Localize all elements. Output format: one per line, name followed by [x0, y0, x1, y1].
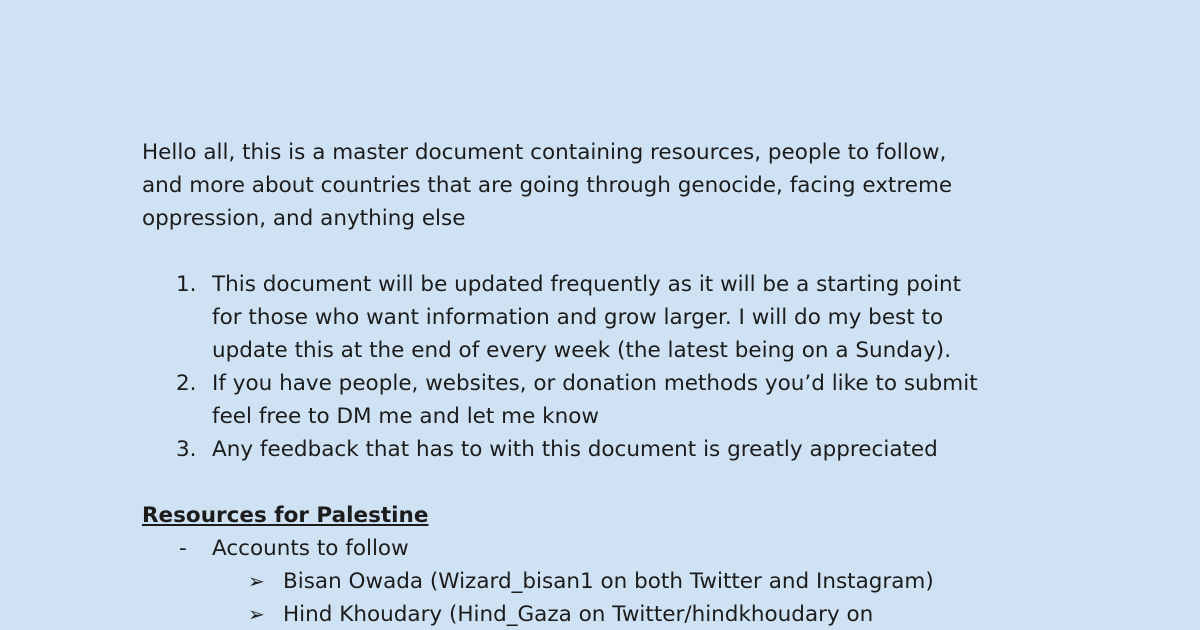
- section-heading: Resources for Palestine: [142, 503, 429, 528]
- list-item: [142, 433, 1062, 466]
- list-item-line: If you have people, websites, or donation methods you’d like to submit: [212, 371, 978, 396]
- paragraph-spacer: [142, 466, 1062, 499]
- list-item-line: Any feedback that has to with this document is greatly appreciated: [212, 437, 938, 462]
- arrow-bullet-icon: ➢: [248, 602, 265, 626]
- palestine-section: [142, 499, 1062, 630]
- list-item-line: update this at the end of every week (the latest being on a Sunday).: [212, 338, 952, 363]
- account-text: Bisan Owada (Wizard_bisan1 on both Twitter and Instagram): [283, 569, 934, 594]
- list-item-line: This document will be updated frequently as it will be a starting point: [212, 272, 962, 297]
- account-text: Hind Khoudary (Hind_Gaza on Twitter/hindkhoudary on: [283, 602, 874, 627]
- bullet-text: Accounts to follow: [212, 536, 409, 561]
- list-number: 1.: [176, 272, 197, 297]
- list-item-line: for those who want information and grow larger. I will do my best to: [212, 305, 944, 330]
- dash-bullet: -: [179, 536, 187, 561]
- arrow-bullet-icon: ➢: [248, 569, 265, 593]
- list-number: 2.: [176, 371, 197, 396]
- account-item: [142, 565, 1062, 598]
- intro-line: and more about countries that are going through genocide, facing extreme: [142, 173, 953, 198]
- intro-line: Hello all, this is a master document containing resources, people to follow,: [142, 140, 947, 165]
- list-item: [142, 268, 1062, 367]
- intro-paragraph: [142, 136, 1062, 235]
- list-number: 3.: [176, 437, 197, 462]
- document-body: [142, 136, 1062, 630]
- bullet-item: [142, 532, 1062, 565]
- list-item: [142, 367, 1062, 433]
- numbered-list: [142, 268, 1062, 466]
- intro-line: oppression, and anything else: [142, 206, 466, 231]
- paragraph-spacer: [142, 235, 1062, 268]
- list-item-line: feel free to DM me and let me know: [212, 404, 599, 429]
- account-item: [142, 598, 1062, 630]
